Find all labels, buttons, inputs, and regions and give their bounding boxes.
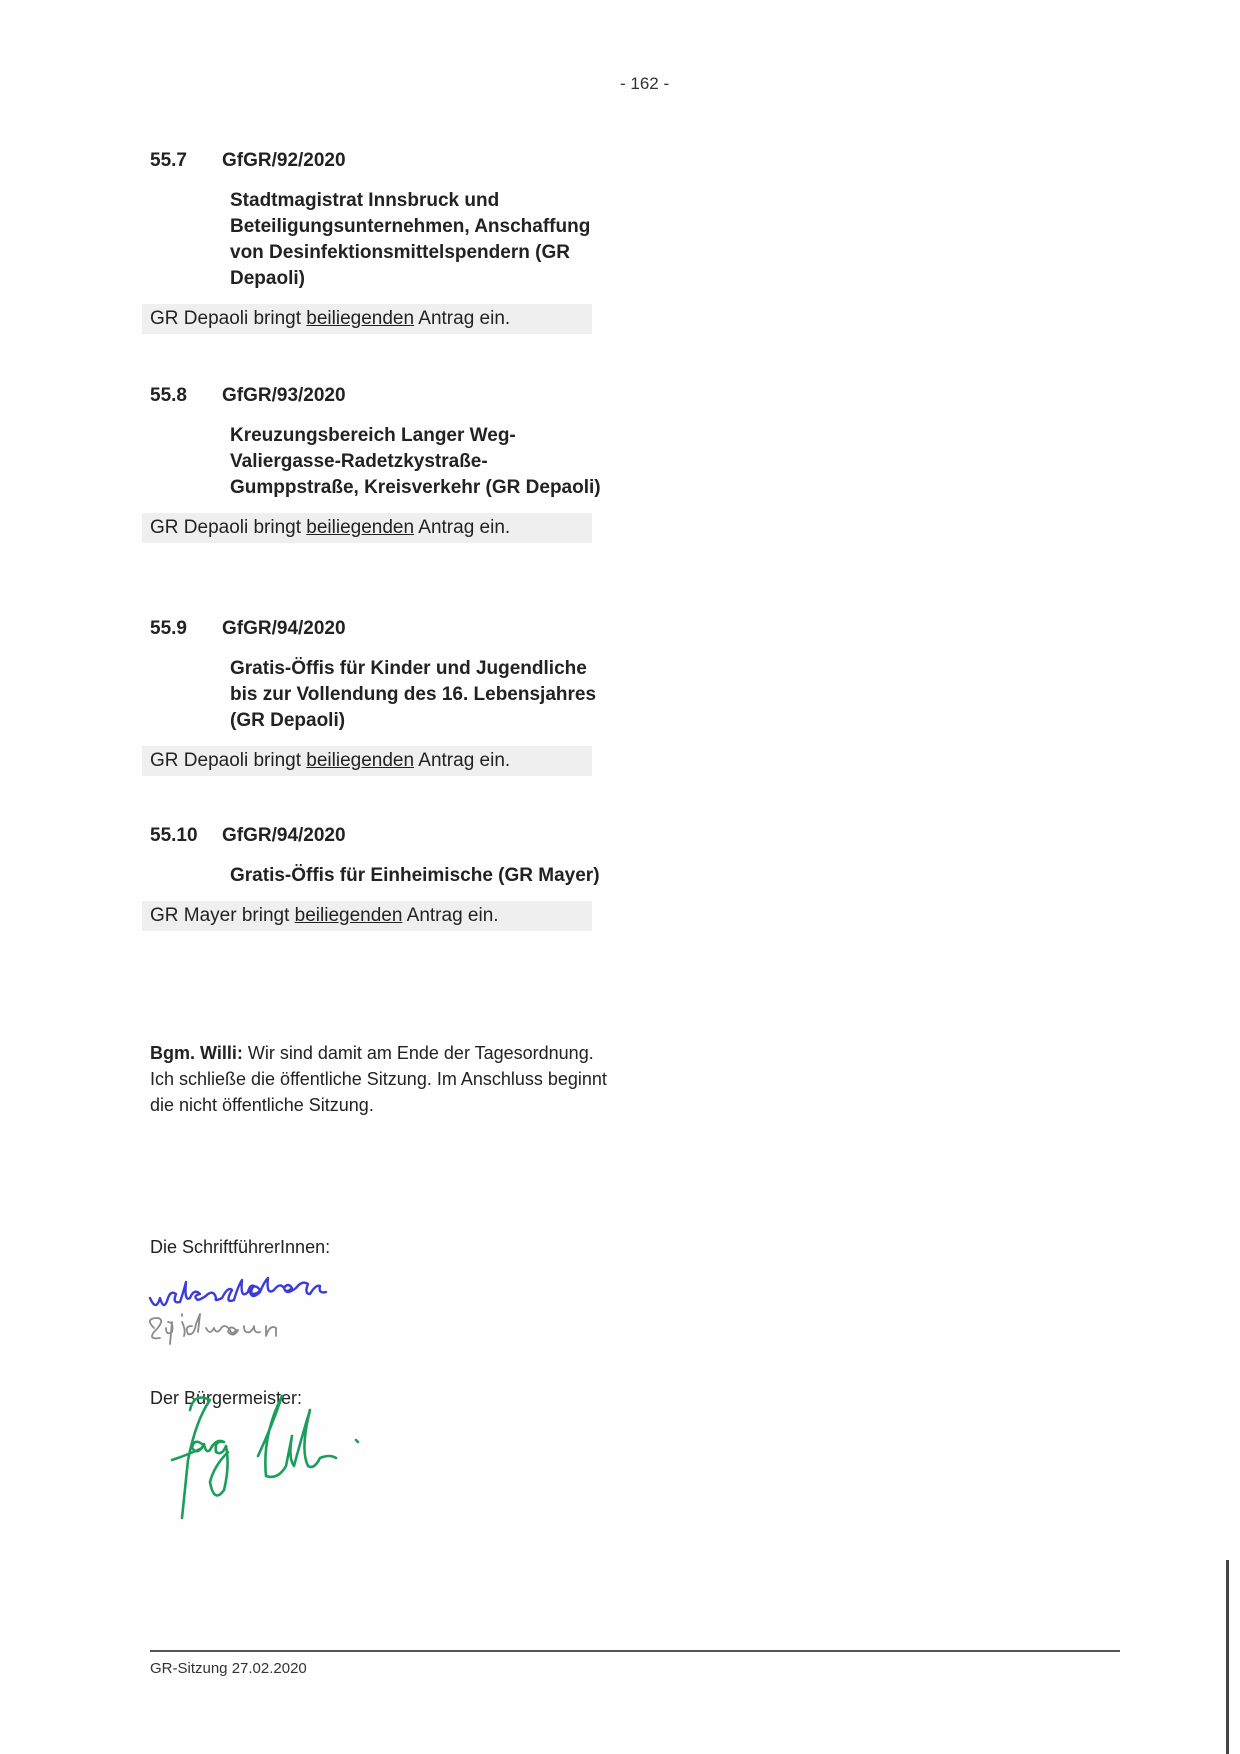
motion-text-end: Antrag ein. [402, 905, 499, 926]
item-motion-text [142, 513, 592, 543]
motion-attachment-link[interactable]: beiliegenden [306, 750, 415, 771]
mayor-label: Der Bürgermeister: [150, 1388, 303, 1408]
motion-attachment-link[interactable]: beiliegenden [294, 905, 403, 926]
item-header [150, 385, 610, 407]
motion-text-end: Antrag ein. [414, 308, 511, 329]
item-header [150, 618, 610, 640]
item-header [150, 825, 610, 847]
agenda-item [150, 150, 610, 334]
closing-text: Wir sind damit am Ende der Tagesordnung. Ich schließe die öffentliche Sitzung. Im Anschluss beginnt die nicht öffentliche Sitzung. [150, 1043, 607, 1115]
item-header [150, 150, 610, 172]
recorder-signatures [146, 1270, 386, 1370]
item-number: 55.8 [150, 385, 187, 406]
item-motion-text [142, 304, 592, 334]
motion-text-start: GR Depaoli bringt [150, 308, 307, 329]
item-number: 55.9 [150, 618, 187, 639]
item-number: 55.10 [150, 825, 198, 846]
motion-text-end: Antrag ein. [414, 517, 511, 538]
scan-edge-line [1226, 1560, 1229, 1754]
item-number: 55.7 [150, 150, 187, 171]
motion-text-start: GR Depaoli bringt [150, 750, 307, 771]
footer-session-date: GR-Sitzung 27.02.2020 [150, 1660, 307, 1677]
item-title: Kreuzungsbereich Langer Weg-Valiergasse-Radetzkystraße-Gumppstraße, Kreisverkehr (GR Depaoli) [230, 425, 601, 498]
item-motion-text [142, 746, 592, 776]
page-number: - 162 - [620, 74, 670, 93]
motion-text-start: GR Mayer bringt [150, 905, 295, 926]
item-title: Gratis-Öffis für Einheimische (GR Mayer) [230, 865, 600, 886]
mayor-signature [150, 1370, 410, 1520]
footer-rule [150, 1650, 1120, 1652]
item-reference: GfGR/94/2020 [222, 825, 346, 846]
motion-attachment-link[interactable]: beiliegenden [306, 308, 415, 329]
speaker-name: Bgm. Willi: [150, 1043, 243, 1063]
motion-attachment-link[interactable]: beiliegenden [306, 517, 415, 538]
item-reference: GfGR/92/2020 [222, 150, 346, 171]
agenda-item [150, 618, 610, 776]
item-title: Stadtmagistrat Innsbruck und Beteiligungsunternehmen, Anschaffung von Desinfektionsmittelspendern (GR Depaoli) [230, 190, 591, 289]
item-reference: GfGR/93/2020 [222, 385, 346, 406]
agenda-item [150, 385, 610, 543]
closing-statement [150, 1040, 610, 1118]
recorders-label: Die SchriftführerInnen: [150, 1237, 331, 1257]
motion-text-start: GR Depaoli bringt [150, 517, 307, 538]
motion-text-end: Antrag ein. [414, 750, 511, 771]
item-motion-text [142, 901, 592, 931]
item-reference: GfGR/94/2020 [222, 618, 346, 639]
agenda-item [150, 825, 610, 931]
item-title: Gratis-Öffis für Kinder und Jugendliche bis zur Vollendung des 16. Lebensjahres (GR Depaoli) [230, 658, 597, 731]
